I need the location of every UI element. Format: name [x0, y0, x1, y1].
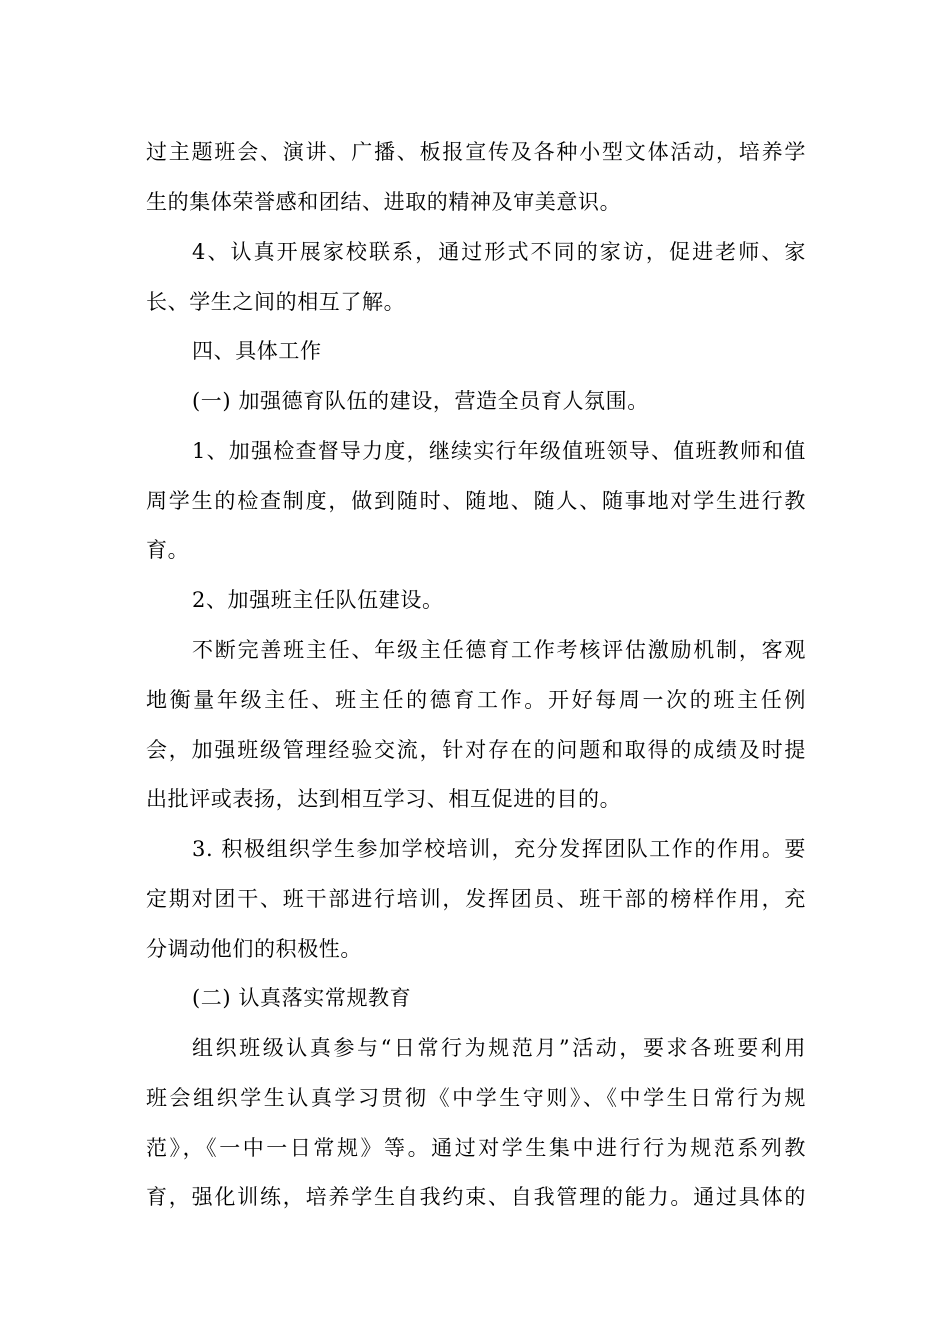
text-line: 会，加强班级管理经验交流，针对存在的问题和取得的成绩及时提 [146, 738, 806, 762]
text-line: 出批评或表扬，达到相互学习、相互促进的目的。 [146, 787, 622, 811]
text-line: 4、认真开展家校联系，通过形式不同的家访，促进老师、家 [192, 240, 806, 264]
text-line: 不断完善班主任、年级主任德育工作考核评估激励机制，客观 [192, 638, 806, 662]
text-line: 生的集体荣誉感和团结、进取的精神及审美意识。 [146, 190, 622, 214]
section-heading: 四、具体工作 [192, 339, 322, 363]
text-line: 3. 积极组织学生参加学校培训，充分发挥团队工作的作用。要 [192, 837, 806, 861]
text-line: 周学生的检查制度，做到随时、随地、随人、随事地对学生进行教 [146, 489, 806, 513]
text-line: 定期对团干、班干部进行培训，发挥团员、班干部的榜样作用，充 [146, 887, 806, 911]
text-line: 地衡量年级主任、班主任的德育工作。开好每周一次的班主任例 [146, 688, 806, 712]
text-line: 范》，《一中一日常规》等。通过对学生集中进行行为规范系列教 [146, 1136, 806, 1160]
subsection-heading: (二) 认真落实常规教育 [192, 986, 412, 1010]
text-line: 1、加强检查督导力度，继续实行年级值班领导、值班教师和值 [192, 439, 806, 463]
subsection-heading: (一) 加强德育队伍的建设，营造全员育人氛围。 [192, 389, 649, 413]
text-line: 2、加强班主任队伍建设。 [192, 588, 444, 612]
text-line: 育。 [146, 538, 190, 562]
text-line: 组织班级认真参与“日常行为规范月”活动，要求各班要利用 [192, 1036, 806, 1060]
text-line: 过主题班会、演讲、广播、板报宣传及各种小型文体活动，培养学 [146, 140, 806, 164]
text-line: 长、学生之间的相互了解。 [146, 290, 406, 314]
text-line: 分调动他们的积极性。 [146, 937, 362, 961]
text-line: 班会组织学生认真学习贯彻《中学生守则》、《中学生日常行为规 [146, 1086, 806, 1110]
text-line: 育，强化训练，培养学生自我约束、自我管理的能力。通过具体的 [146, 1185, 806, 1209]
